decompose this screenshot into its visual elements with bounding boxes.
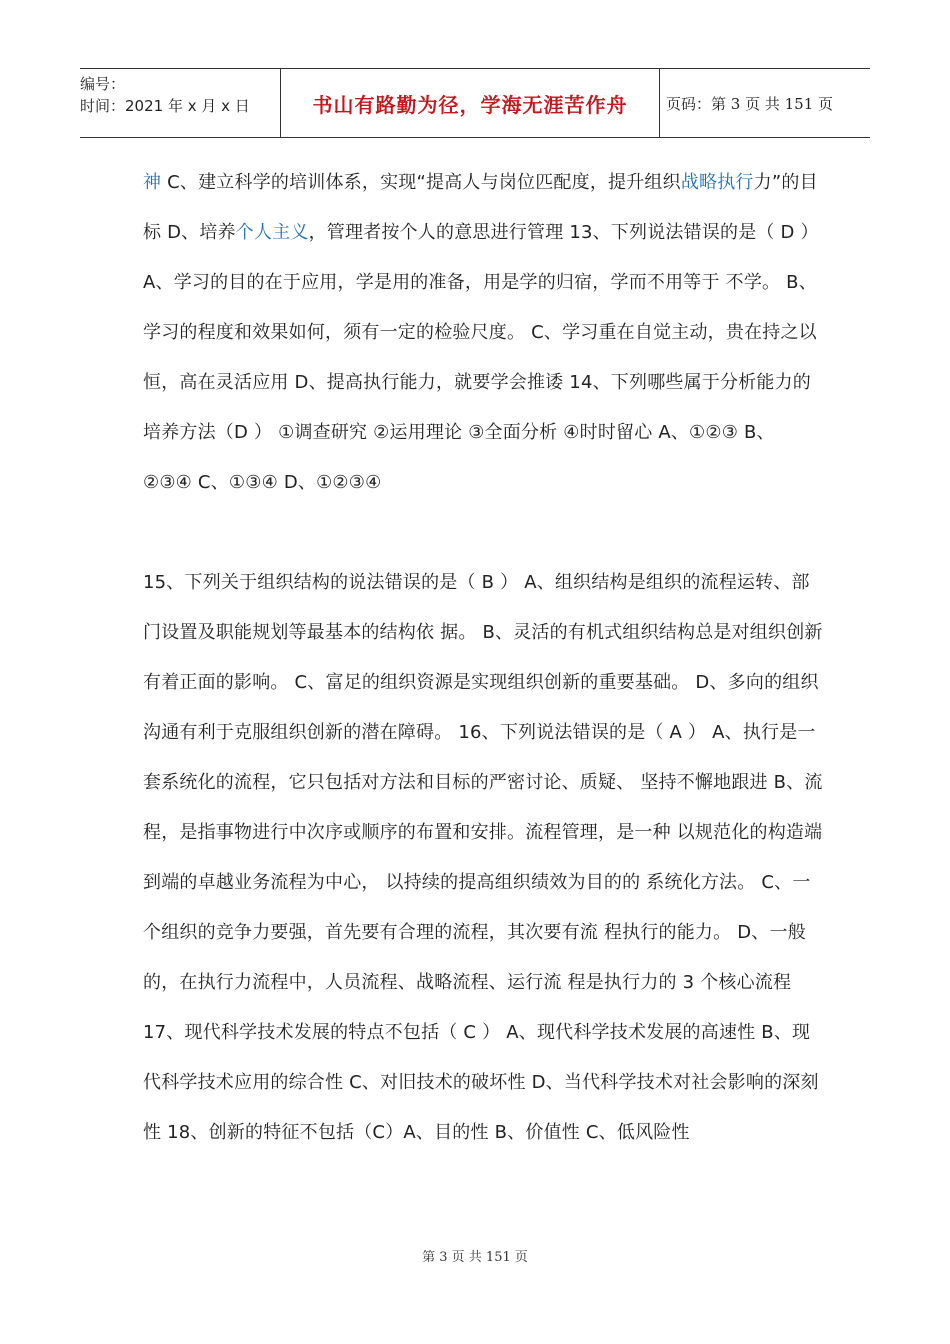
document-body <box>143 158 823 1158</box>
text-run: ，管理者按个人的意思进行管理 13、下列说法错误的是（ D ） A、学习的目的在于应用，学是用的准备，用是学的归宿，学而不用等于 不学。 B、学习的程度和效果如何，须有一定的检验尺度。 C、学习重在自觉主动，贵在持之以恒，高在灵活应用 D、提高执行能力，就要学会推诿 14、下列哪些属于分析能力的培养方法（D ） ①调查研究 ②运用理论 ③全面分析 ④时时留心 A、①②③ B、②③④ C、①③④ D、①②③④ <box>143 222 819 493</box>
header-motto-cell <box>280 69 660 137</box>
time-label: 时间：2021 年 x 月 x 日 <box>80 97 250 115</box>
paragraph-1 <box>143 158 823 508</box>
paragraph-gap <box>143 508 823 558</box>
link-text[interactable]: 神 <box>143 172 162 193</box>
page-footer <box>0 1246 950 1265</box>
text-run: C、建立科学的培训体系，实现“提高人与岗位匹配度，提升组织 <box>161 172 681 193</box>
strategy-execution-link[interactable]: 战略执行 <box>680 172 754 193</box>
page-info-text: 页码：第 3 页 共 151 页 <box>666 94 834 113</box>
motto-text: 书山有路勤为径，学海无涯苦作舟 <box>312 92 628 117</box>
number-label: 编号： <box>80 75 126 93</box>
paragraph-2: 15、下列关于组织结构的说法错误的是（ B ） A、组织结构是组织的流程运转、部门设置及职能规划等最基本的结构依 据。 B、灵活的有机式组织结构总是对组织创新有着正面的影响。 C、富足的组织资源是实现组织创新的重要基础。 D、多向的组织沟通有利于克服组织创新的潜在障碍。 16、下列说法错误的是（ A ） A、执行是一套系统化的流程，它只包括对方法和目标的严密讨论、质疑、 坚持不懈地跟进 B、流程，是指事物进行中次序或顺序的布置和安排。流程管理，是一种 以规范化的构造端到端的卓越业务流程为中心， 以持续的提高组织绩效为目的的 系统化方法。 C、一个组织的竞争力要强，首先要有合理的流程，其次要有流 程执行的能力。 D、一般的，在执行力流程中，人员流程、战略流程、运行流 程是执行力的 3 个核心流程 17、现代科学技术发展的特点不包括（ C ） A、现代科学技术发展的高速性 B、现代科学技术应用的综合性 C、对旧技术的破坏性 D、当代科学技术对社会影响的深刻性 18、创新的特征不包括（C）A、目的性 B、价值性 C、低风险性 <box>143 572 823 1143</box>
footer-page-number: 第 3 页 共 151 页 <box>422 1250 528 1265</box>
page-header <box>80 68 870 138</box>
individualism-link[interactable]: 个人主义 <box>235 222 309 243</box>
text-run: 力”的目标 D、培养 <box>143 172 818 243</box>
header-page-info <box>660 69 876 137</box>
header-meta <box>80 69 280 141</box>
